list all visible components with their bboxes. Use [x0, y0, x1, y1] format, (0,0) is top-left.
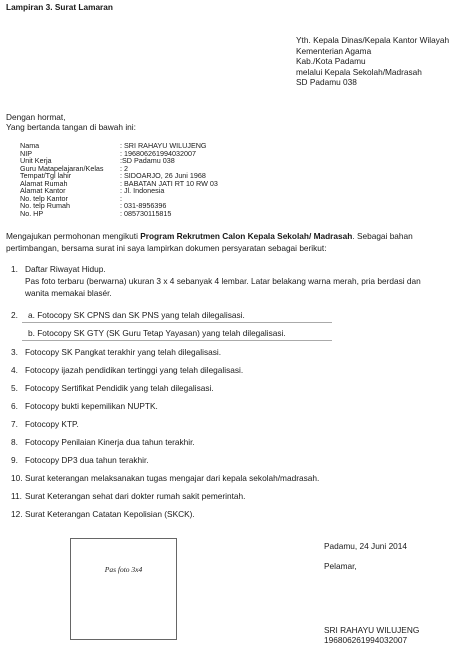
item-text: Fotocopy SK Pangkat terakhir yang telah dilegalisasi.: [25, 347, 222, 357]
recipient-block: [296, 35, 449, 88]
field-label: Alamat Rumah: [20, 178, 68, 188]
recipient-line: Yth. Kepala Dinas/Kepala Kantor Wilayah: [296, 35, 450, 45]
list-item: [11, 264, 106, 274]
list-item: b. Fotocopy SK GTY (SK Guru Tetap Yayasan) yang telah dilegalisasi.: [28, 328, 286, 338]
list-item: [11, 383, 214, 393]
list-item: [11, 509, 195, 519]
field-label: NIP: [20, 148, 32, 158]
item-number: 3.: [11, 347, 18, 357]
field-label: Alamat Kantor: [20, 186, 66, 195]
field-value: : SRI RAHAYU WILUJENG: [120, 141, 207, 150]
field-label: Guru Matapelajaran/Kelas: [20, 163, 104, 173]
paragraph-text: Mengajukan permohonan mengikuti: [6, 231, 141, 241]
recipient-line: Kementerian Agama: [296, 45, 372, 56]
request-paragraph: [6, 230, 458, 254]
item-number: 5.: [11, 383, 18, 393]
signer-name: SRI RAHAYU WILUJENG: [324, 625, 420, 635]
item-number: 1.: [11, 264, 18, 274]
program-name: Program Rekrutmen Calon Kepala Sekolah/ Madrasah: [140, 231, 353, 241]
item-text: Fotocopy bukti kepemilikan NUPTK.: [25, 401, 158, 411]
signer-role: Pelamar,: [324, 561, 357, 571]
recipient-line: Kab./Kota Padamu: [296, 56, 366, 66]
field-row: [20, 210, 218, 218]
salutation: Dengan hormat,: [6, 112, 66, 122]
list-item: [11, 419, 79, 429]
list-item: [11, 401, 158, 411]
item-number: 4.: [11, 365, 18, 375]
item-number: 10.: [11, 473, 23, 483]
item-text: Fotocopy ijazah pendidikan tertinggi yang telah dilegalisasi.: [25, 365, 244, 375]
field-value: : BABATAN JATI RT 10 RW 03: [120, 178, 218, 188]
item-number: 8.: [11, 437, 18, 447]
field-value: : 085730115815: [120, 208, 172, 218]
field-value: : 2: [120, 163, 128, 173]
recipient-line: SD Padamu 038: [296, 77, 357, 87]
item-text: Fotocopy Sertifikat Pendidik yang telah dilegalisasi.: [25, 383, 214, 393]
divider: [22, 340, 332, 341]
item-text: Surat Keterangan Catatan Kepolisian (SKCK).: [25, 509, 195, 519]
item-text: Surat keterangan melaksanakan tugas mengajar dari kepala sekolah/madrasah.: [25, 473, 320, 483]
field-label: Unit Kerja: [20, 156, 52, 165]
item-text: Fotocopy DP3 dua tahun terakhir.: [25, 455, 149, 465]
item-text: Fotocopy KTP.: [25, 419, 79, 429]
item-number: 9.: [11, 455, 18, 465]
intro-text: Yang bertanda tangan di bawah ini:: [6, 122, 136, 132]
item-number: 12.: [11, 509, 23, 519]
field-value: : SIDOARJO, 26 Juni 1968: [120, 171, 206, 180]
photo-placeholder: [70, 538, 177, 640]
field-label: Tempat/Tgl lahir: [20, 171, 72, 180]
list-item: [11, 455, 149, 465]
item-detail: wanita memakai blasér.: [25, 288, 112, 298]
photo-label: Pas foto 3x4: [104, 565, 143, 574]
item-number: 6.: [11, 401, 18, 411]
item-text: Daftar Riwayat Hidup.: [25, 264, 106, 274]
field-label: Nama: [20, 141, 40, 150]
list-item: [11, 437, 195, 447]
item-text: Fotocopy Penilaian Kinerja dua tahun terakhir.: [25, 437, 195, 447]
place-date: Padamu, 24 Juni 2014: [324, 541, 408, 551]
field-label: No. HP: [20, 208, 44, 218]
list-item: [11, 347, 221, 357]
divider: [22, 322, 332, 323]
document-title: Lampiran 3. Surat Lamaran: [6, 2, 113, 12]
list-item: [11, 491, 245, 501]
item-number: 7.: [11, 419, 18, 429]
item-number: 2.: [11, 310, 18, 320]
field-label: No. telp Kantor: [20, 193, 68, 203]
item-number: 11.: [11, 491, 22, 501]
field-value: :: [120, 193, 122, 203]
field-value: : 031-8956396: [120, 201, 167, 210]
field-value: :SD Padamu 038: [120, 156, 175, 165]
field-label: No. telp Rumah: [20, 201, 70, 210]
signer-nip: 196806261994032007: [324, 635, 408, 645]
list-item: [11, 473, 319, 483]
field-value: : Jl. Indonesia: [120, 186, 165, 195]
item-text: Surat Keterangan sehat dari dokter rumah sakit pemerintah.: [25, 491, 246, 501]
list-item: [11, 365, 243, 375]
field-row: [20, 202, 218, 210]
list-item: a. Fotocopy SK CPNS dan SK PNS yang telah dilegalisasi.: [28, 310, 245, 320]
field-value: : 196806261994032007: [120, 148, 196, 158]
recipient-line: melalui Kepala Sekolah/Madrasah: [296, 66, 422, 77]
item-detail: Pas foto terbaru (berwarna) ukuran 3 x 4 sebanyak 4 lembar. Latar belakang warna merah, pria berdasi dan: [25, 276, 421, 286]
paragraph-text: . Sebagai bahan pertimbangan, bersama surat ini saya lampirkan dokumen persyaratan sebagai berikut:: [6, 231, 413, 253]
personal-fields: [20, 142, 218, 217]
